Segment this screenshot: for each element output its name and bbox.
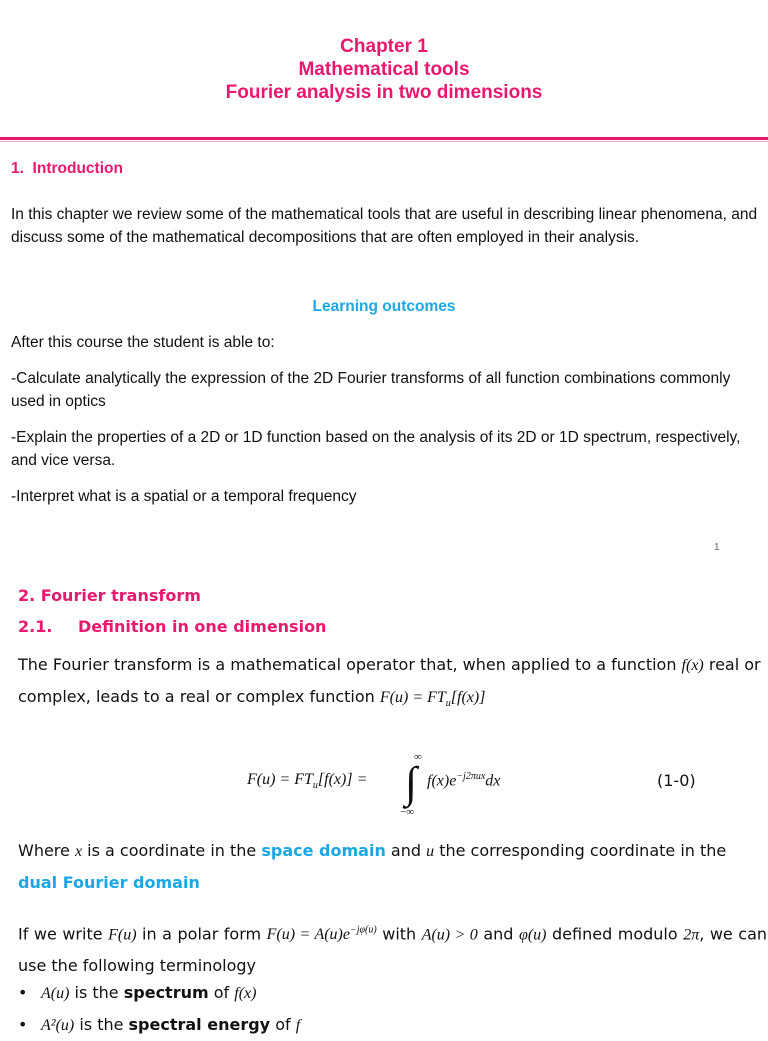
math-fourier-def: $F(u) = FT_u[f(x)]$ [379, 689, 486, 710]
page-number: 1 [714, 542, 720, 553]
dual-fourier-domain-term: dual Fourier domain [18, 873, 200, 892]
list-item: • A²(u) is the spectral energy of f [18, 1009, 768, 1041]
math-fx: f(x) [681, 657, 704, 674]
bullet-icon: • [18, 1015, 28, 1034]
title-divider [0, 137, 768, 140]
integral-upper-limit: ∞ [414, 751, 422, 763]
domain-paragraph: Where x is a coordinate in the space domain and u the corresponding coordinate in the dual Fourier domain [18, 841, 727, 892]
chapter-name: Mathematical tools [298, 59, 470, 80]
list-item: • A(u) is the spectrum of f(x) [18, 977, 768, 1009]
title-divider-shadow [0, 141, 768, 142]
polar-form-paragraph: If we write F(u) in a polar form $F(u) = A(u)e^{-j\varphi(u)}$ with A(u) > 0 and φ(u) defined modulo 2π, we can use the following terminology [18, 924, 768, 976]
chapter-subtitle: Fourier analysis in two dimensions [225, 82, 543, 103]
outcomes-intro: After this course the student is able to: [11, 334, 275, 351]
space-domain-term: space domain [261, 841, 386, 860]
intro-paragraph: In this chapter we review some of the mathematical tools that are useful in describing linear phenomena, and discuss some of the mathematical decompositions that are often employed in their analysis. [11, 206, 758, 246]
outcome-item: -Interpret what is a spatial or a temporal frequency [11, 488, 357, 505]
equation-number: (1-0) [657, 771, 696, 790]
term-spectral-energy: spectral energy [128, 1015, 271, 1034]
terminology-list [18, 977, 768, 1041]
chapter-number: Chapter 1 [340, 36, 428, 57]
definition-paragraph: The Fourier transform is a mathematical operator that, when applied to a function f(x) real or complex, leads to a real or complex function $F(u) = FT_u[f(x)]$ [18, 655, 761, 710]
outcome-item: -Explain the properties of a 2D or 1D function based on the analysis of its 2D or 1D spectrum, respectively, and vice versa. [11, 429, 741, 469]
subsection-title: Definition in one dimension [78, 617, 327, 636]
subsection-heading [18, 611, 768, 642]
subsection-number: 2.1. [18, 617, 53, 636]
integral-lower-limit: −∞ [400, 806, 415, 818]
outcome-item: -Calculate analytically the expression of the 2D Fourier transforms of all function combinations commonly used in optics [11, 370, 731, 410]
learning-outcomes-heading: Learning outcomes [312, 298, 456, 315]
chapter-title [0, 35, 768, 104]
section-heading-introduction: 1. Introduction [11, 160, 123, 177]
term-spectrum: spectrum [123, 983, 209, 1002]
section-heading-fourier-transform: 2. Fourier transform [18, 586, 201, 605]
integral-sign: ∫ [405, 758, 418, 807]
bullet-icon: • [18, 983, 28, 1002]
math-polar-form: $F(u) = A(u)e^{-j\varphi(u)}$ [266, 925, 377, 944]
